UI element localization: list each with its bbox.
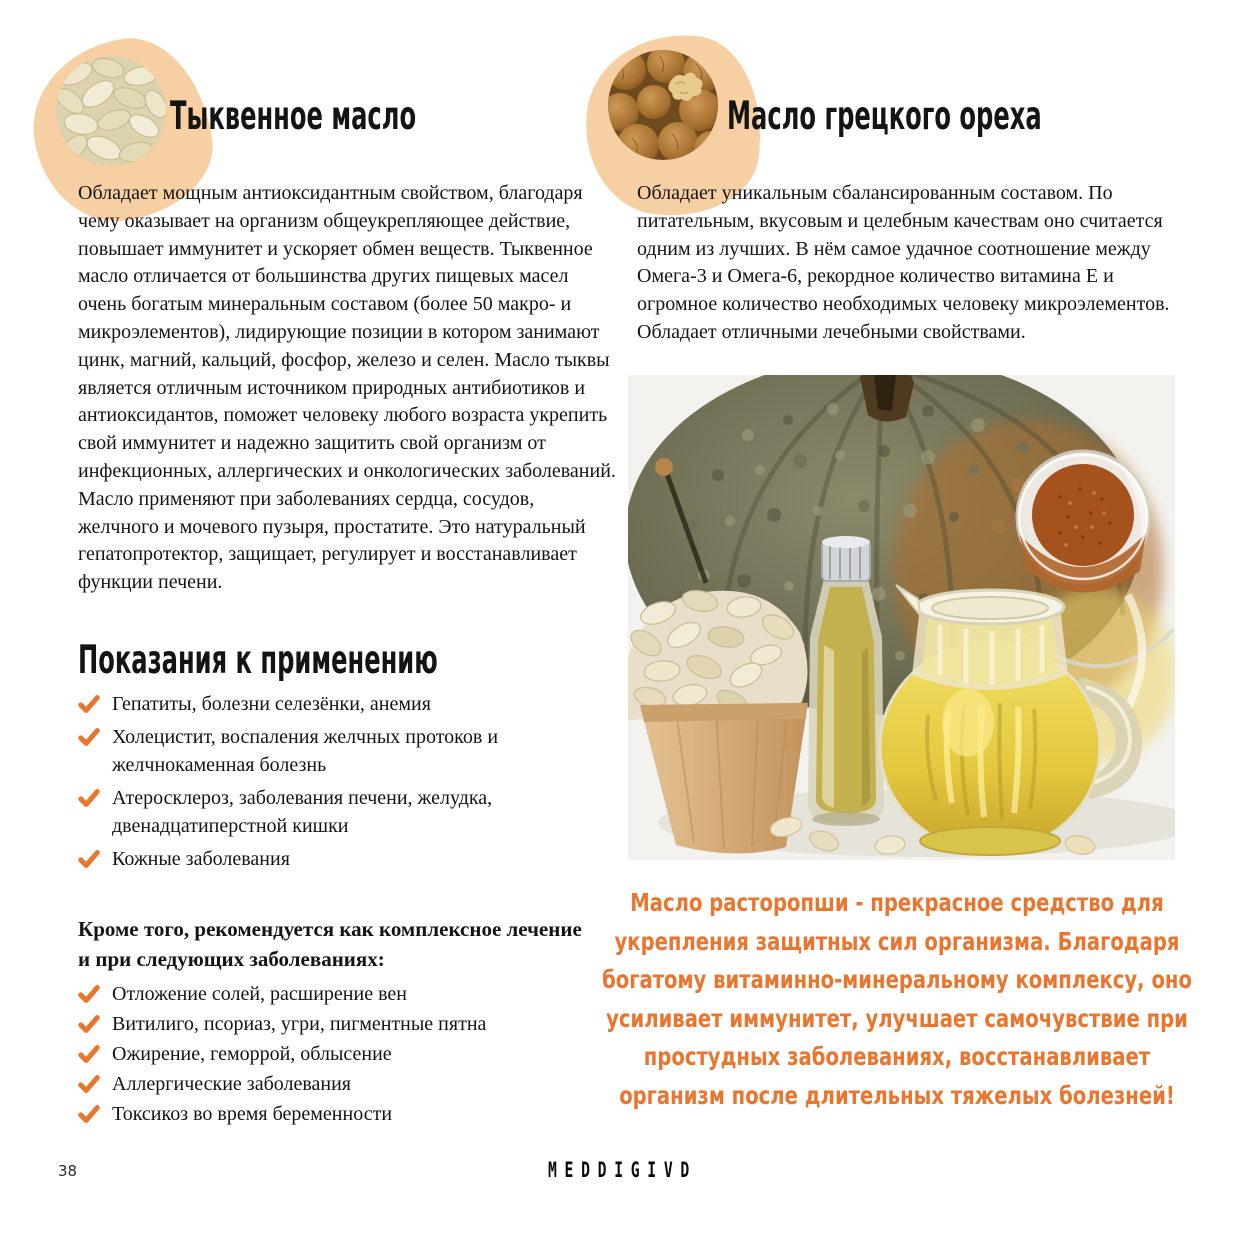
list-item [78, 690, 623, 718]
list-item [78, 845, 623, 873]
check-icon [78, 848, 100, 870]
list-item-label: Отложение солей, расширение вен [112, 983, 407, 1005]
page-number: 38 [58, 1162, 78, 1180]
check-icon [78, 693, 100, 715]
list-item-label: Атеросклероз, заболевания печени, желудка, двенадцатиперстной кишки [112, 787, 493, 837]
milk-thistle-highlight [527, 884, 1240, 1115]
check-icon [78, 1043, 100, 1065]
list-item-label: Токсикоз во время беременности [112, 1103, 393, 1125]
pumpkin-seeds-photo [56, 56, 166, 166]
list-item-label: Аллергические заболевания [112, 1073, 352, 1095]
check-icon [78, 1073, 100, 1095]
section-title-walnut-oil: Масло грецкого ореха [727, 94, 1042, 139]
pumpkin-oil-description: Обладает мощным антиоксидантным свойством, благодаря чему оказывает на организм общеукрепляющее действие, повышает иммунитет и ускоряет обмен веществ. Тыквенное масло отличается от большинства других пищевых масел очень богатым минеральным составом (более 50 макро- и микроэлементов), лидирующие позиции в котором занимают цинк, магний, кальций, фосфор, железо и селен. Масло тыквы является отличным источником природных антибиотиков и антиоксидантов, поможет человеку любого возраста укрепить свой иммунитет и надежно защитить свой организм от инфекционных, аллергических и онкологических заболеваний. Масло применяют при заболеваниях сердца, сосудов, желчного и мочевого пузыря, простатите. Это натуральный гепатопротектор, защищает, регулирует и восстанавливает функции печени. [78, 182, 616, 594]
section-title-indications: Показания к применению [78, 638, 438, 683]
check-icon [78, 726, 100, 748]
additional-treatment-heading: Кроме того, рекомендуется как комплексное лечение и при следующих заболеваниях: [78, 917, 582, 971]
walnut-oil-description: Обладает уникальным сбалансированным составом. По питательным, вкусовым и целебным качествам оно считается одним из лучших. В нём самое удачное соотношение между Омега-3 и Омега-6, рекордное количество витамина Е и огромное количество необходимых человеку микроэлементов. Обладает отличными лечебными свойствами. [637, 182, 1170, 343]
section-title-pumpkin-oil: Тыквенное масло [170, 94, 417, 139]
check-icon [78, 787, 100, 809]
check-icon [78, 1103, 100, 1125]
list-item [78, 723, 623, 779]
list-item-label: Гепатиты, болезни селезёнки, анемия [112, 693, 431, 715]
pumpkin-seeds-illustration [56, 56, 166, 166]
walnuts-illustration [608, 50, 718, 160]
list-item-label: Холецистит, воспаления желчных протоков и желчнокаменная болезнь [112, 726, 499, 776]
indications-list [78, 690, 623, 878]
walnuts-photo [608, 50, 718, 160]
list-item-label: Кожные заболевания [112, 848, 290, 870]
check-icon [78, 983, 100, 1005]
list-item [78, 784, 623, 840]
check-icon [78, 1013, 100, 1035]
brand-logo: MEDDIGIVD [548, 1158, 697, 1182]
list-item-label: Витилиго, псориаз, угри, пигментные пятна [112, 1013, 487, 1035]
still-life-illustration [628, 375, 1175, 860]
oils-still-life-photo [628, 375, 1175, 860]
milk-thistle-highlight-text: Масло расторопши - прекрасное средство для укрепления защитных сил организма. Благодаря богатому витаминно-минеральному комплексу, оно усиливает иммунитет, улучшает самочувствие при простудных заболеваниях, восстанавливает организм после длительных тяжелых болезней! [602, 888, 1192, 1110]
list-item-label: Ожирение, геморрой, облысение [112, 1043, 392, 1065]
